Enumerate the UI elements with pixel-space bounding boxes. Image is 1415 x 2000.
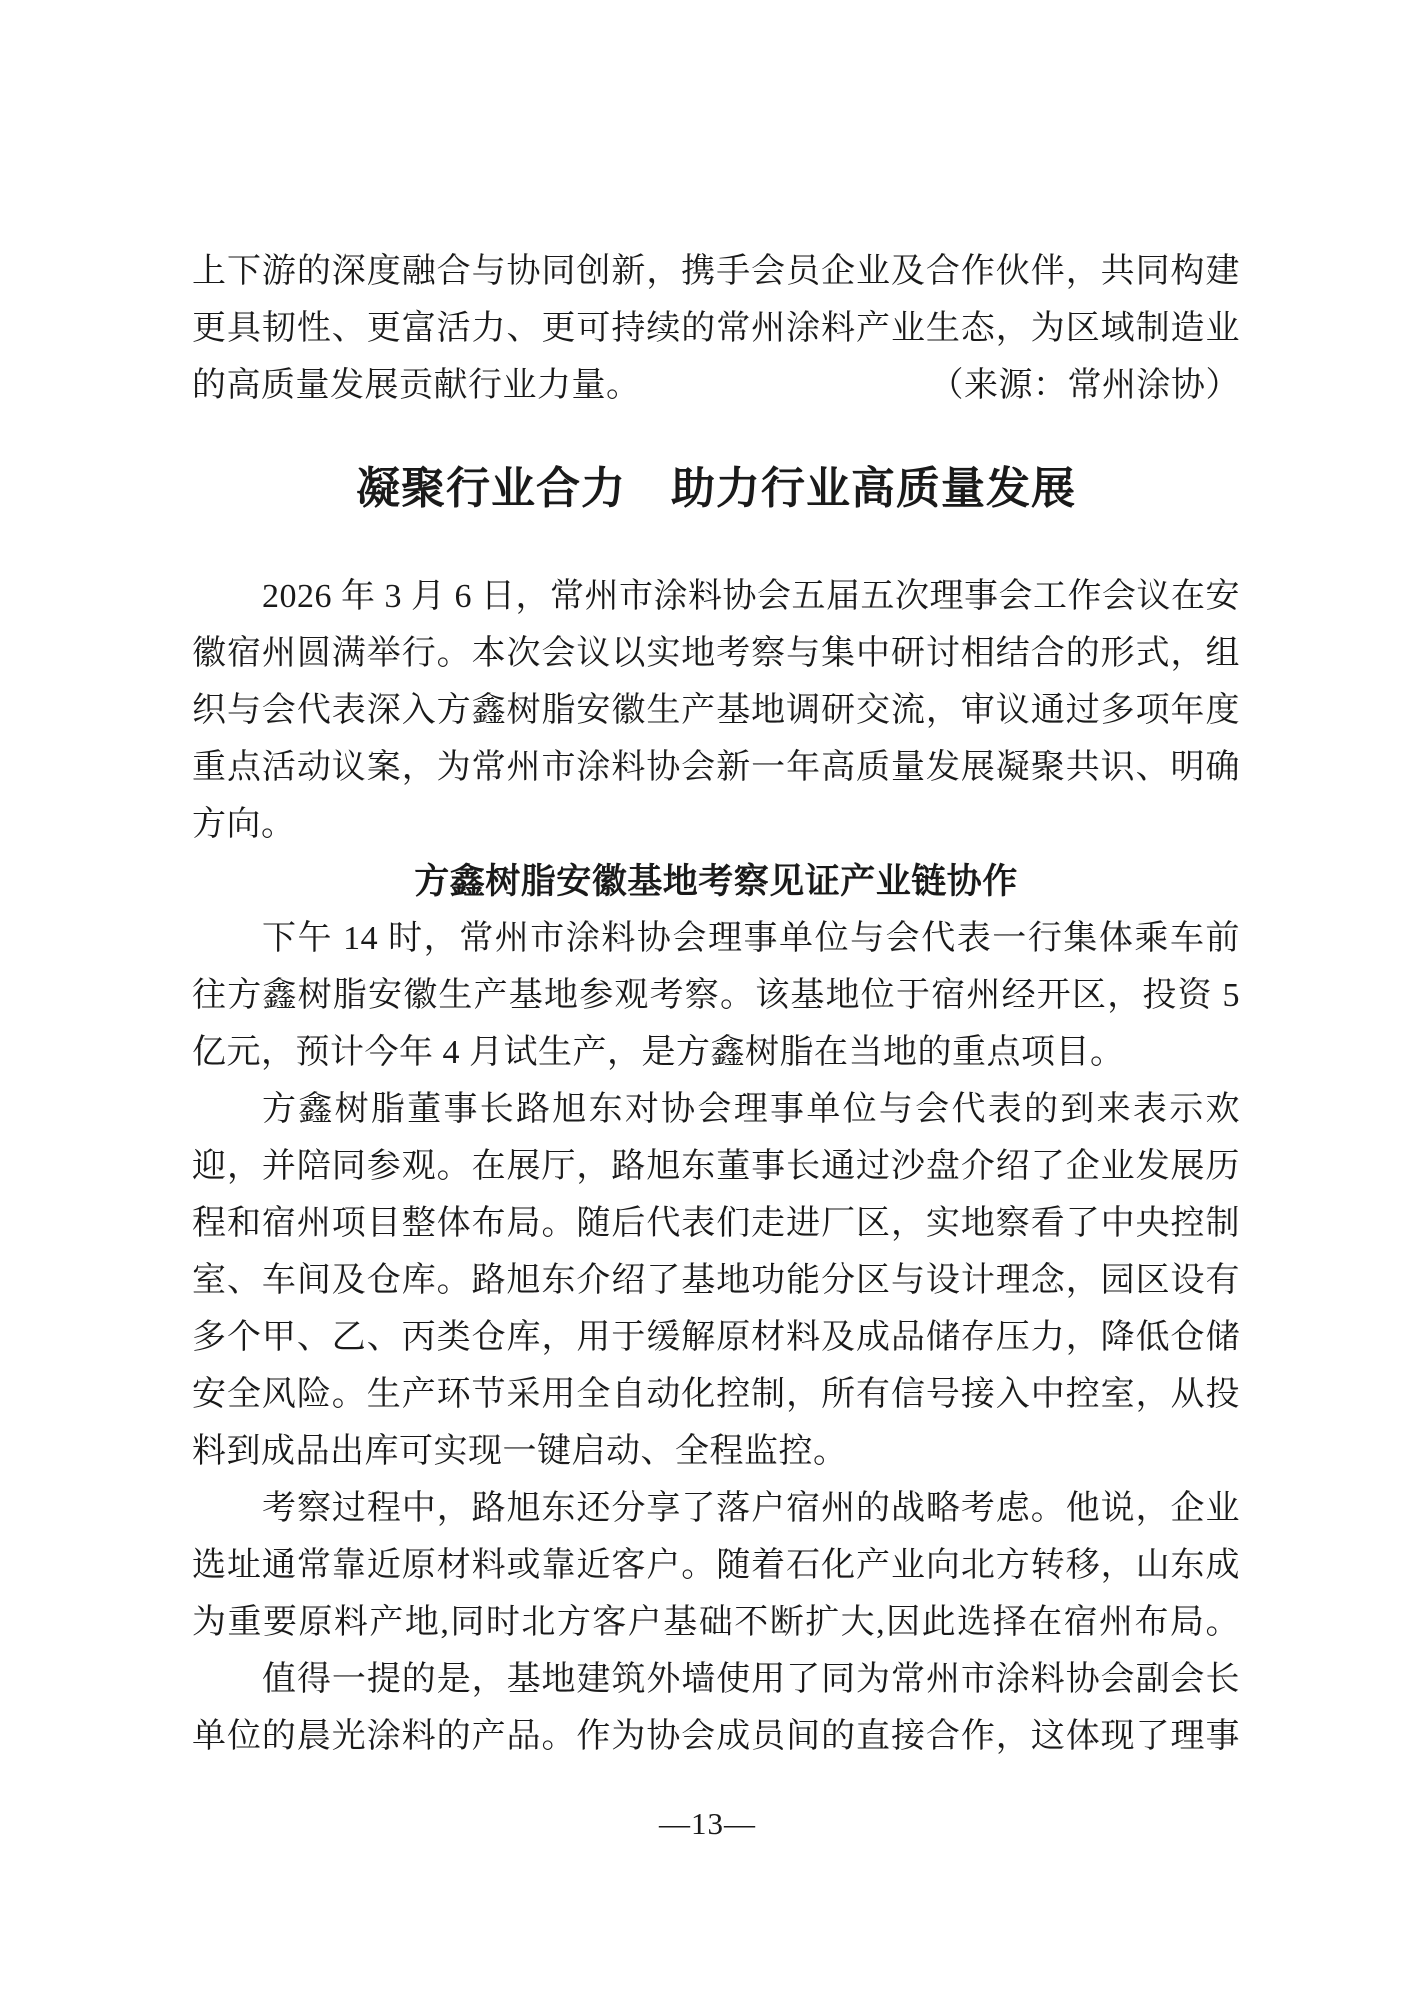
text-line: 织与会代表深入方鑫树脂安徽生产基地调研交流，审议通过多项年度	[192, 692, 1240, 729]
text-line: 为重要原料产地,同时北方客户基础不断扩大,因此选择在宿州布局。	[192, 1604, 1240, 1641]
page-content	[192, 243, 1240, 1765]
text-line: 多个甲、乙、丙类仓库，用于缓解原材料及成品储存压力，降低仓储	[192, 1319, 1240, 1356]
article-body	[192, 568, 1240, 1765]
text-line: 方向。	[192, 806, 296, 843]
text-line: 程和宿州项目整体布局。随后代表们走进厂区，实地察看了中央控制	[192, 1205, 1240, 1242]
text-line: 2026 年 3 月 6 日，常州市涂料协会五届五次理事会工作会议在安	[262, 578, 1240, 615]
source-attribution: （来源：常州涂协）	[929, 367, 1240, 404]
text-line: 更具韧性、更富活力、更可持续的常州涂料产业生态，为区域制造业	[192, 310, 1240, 347]
text-line	[192, 357, 1240, 414]
text-line: 徽宿州圆满举行。本次会议以实地考察与集中研讨相结合的形式，组	[192, 635, 1240, 672]
text-line: 值得一提的是，基地建筑外墙使用了同为常州市涂料协会副会长	[262, 1661, 1240, 1698]
text-line: 料到成品出库可实现一键启动、全程监控。	[192, 1433, 848, 1470]
text-line: 安全风险。生产环节采用全自动化控制，所有信号接入中控室，从投	[192, 1376, 1240, 1413]
text-line: 往方鑫树脂安徽生产基地参观考察。该基地位于宿州经开区，投资 5	[192, 977, 1240, 1014]
text-line: 室、车间及仓库。路旭东介绍了基地功能分区与设计理念，园区设有	[192, 1262, 1240, 1299]
section-subheading: 方鑫树脂安徽基地考察见证产业链协作	[414, 862, 1018, 901]
text-line: 下午 14 时，常州市涂料协会理事单位与会代表一行集体乘车前	[262, 920, 1240, 957]
article-title: 凝聚行业合力 助力行业高质量发展	[356, 464, 1076, 513]
text-line: 上下游的深度融合与协同创新，携手会员企业及合作伙伴，共同构建	[192, 253, 1240, 290]
text-line: 重点活动议案，为常州市涂料协会新一年高质量发展凝聚共识、明确	[192, 749, 1240, 786]
text-line-fragment: 的高质量发展贡献行业力量。	[192, 367, 641, 404]
text-line: 选址通常靠近原材料或靠近客户。随着石化产业向北方转移，山东成	[192, 1547, 1240, 1584]
text-line: 亿元，预计今年 4 月试生产，是方鑫树脂在当地的重点项目。	[192, 1034, 1125, 1071]
text-line: 迎，并陪同参观。在展厅，路旭东董事长通过沙盘介绍了企业发展历	[192, 1148, 1240, 1185]
text-line: 单位的晨光涂料的产品。作为协会成员间的直接合作，这体现了理事	[192, 1718, 1240, 1755]
text-line: 考察过程中，路旭东还分享了落户宿州的战略考虑。他说，企业	[262, 1490, 1240, 1527]
text-line: 方鑫树脂董事长路旭东对协会理事单位与会代表的到来表示欢	[262, 1091, 1240, 1128]
continuation-paragraph	[192, 243, 1240, 414]
page-number: —13—	[659, 1806, 756, 1841]
